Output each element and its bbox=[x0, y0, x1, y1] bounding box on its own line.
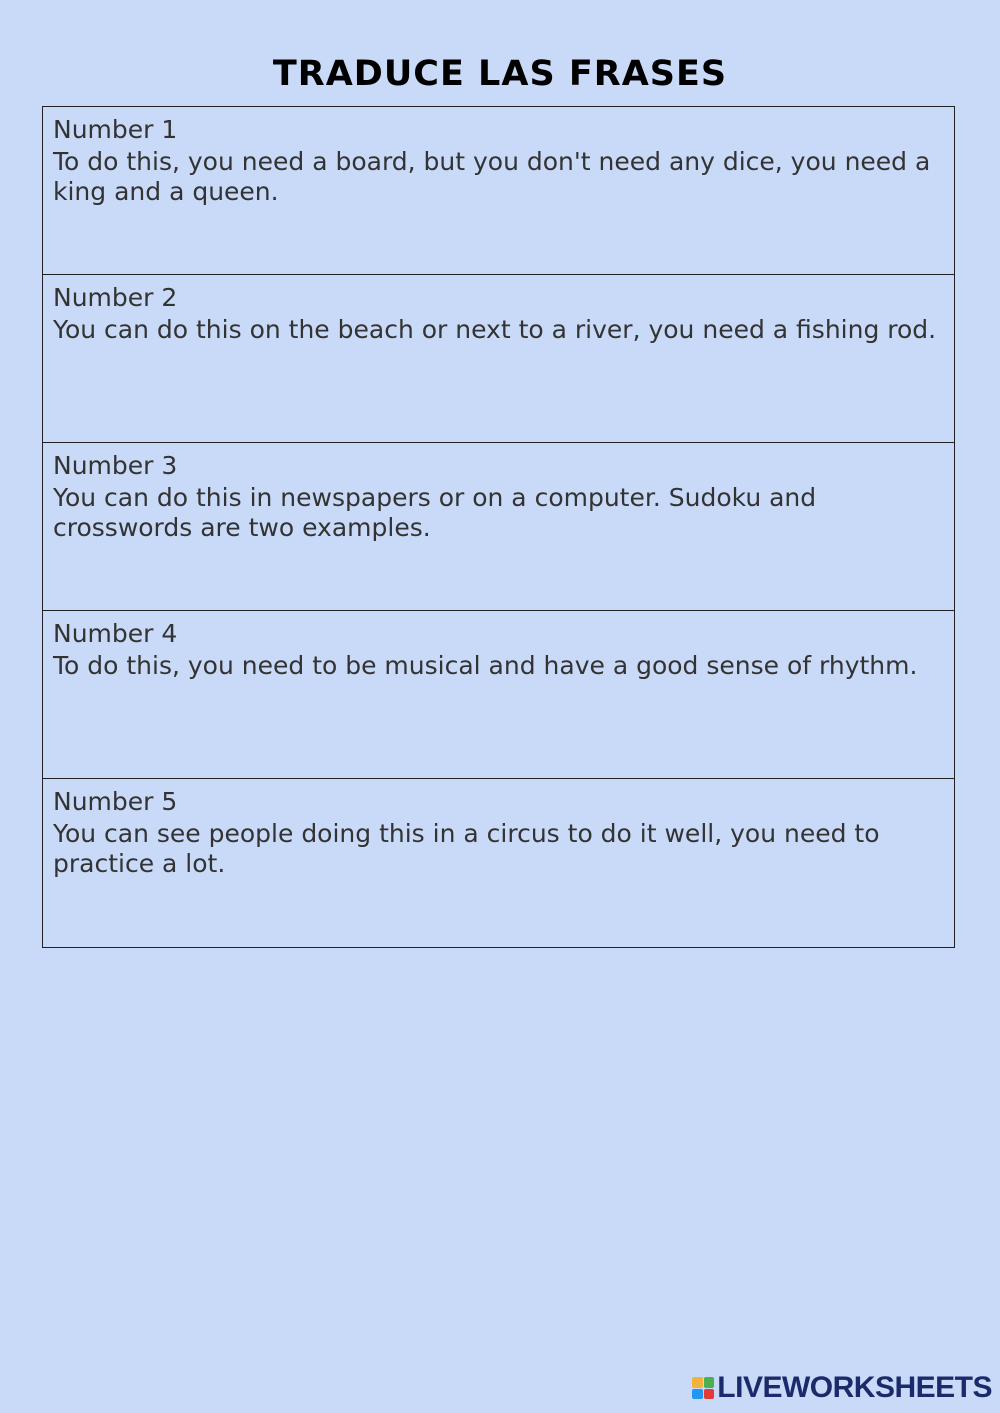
sentence-row-2 bbox=[43, 275, 954, 443]
brand-name: LIVEWORKSHEETS bbox=[717, 1371, 992, 1404]
row-number: Number 3 bbox=[53, 451, 178, 480]
row-number: Number 1 bbox=[53, 115, 178, 144]
liveworksheets-logo-icon bbox=[692, 1377, 714, 1399]
page-title: TRADUCE LAS FRASES bbox=[272, 54, 728, 94]
sentence-row-5 bbox=[43, 779, 954, 947]
row-sentence: To do this, you need to be musical and have a good sense of rhythm. bbox=[53, 651, 918, 680]
row-sentence: You can see people doing this in a circus to do it well, you need to practice a lot. bbox=[53, 819, 880, 878]
row-number: Number 4 bbox=[53, 619, 178, 648]
row-sentence: You can do this in newspapers or on a computer. Sudoku and crosswords are two examples. bbox=[53, 483, 817, 542]
sentence-table bbox=[42, 106, 955, 948]
row-number: Number 5 bbox=[53, 787, 178, 816]
sentence-row-4 bbox=[43, 611, 954, 779]
sentence-row-1 bbox=[43, 107, 954, 275]
row-number: Number 2 bbox=[53, 283, 178, 312]
sentence-row-3 bbox=[43, 443, 954, 611]
row-sentence: To do this, you need a board, but you don't need any dice, you need a king and a queen. bbox=[53, 147, 931, 206]
liveworksheets-brand[interactable] bbox=[692, 1371, 992, 1405]
row-sentence: You can do this on the beach or next to a river, you need a fishing rod. bbox=[53, 315, 937, 344]
